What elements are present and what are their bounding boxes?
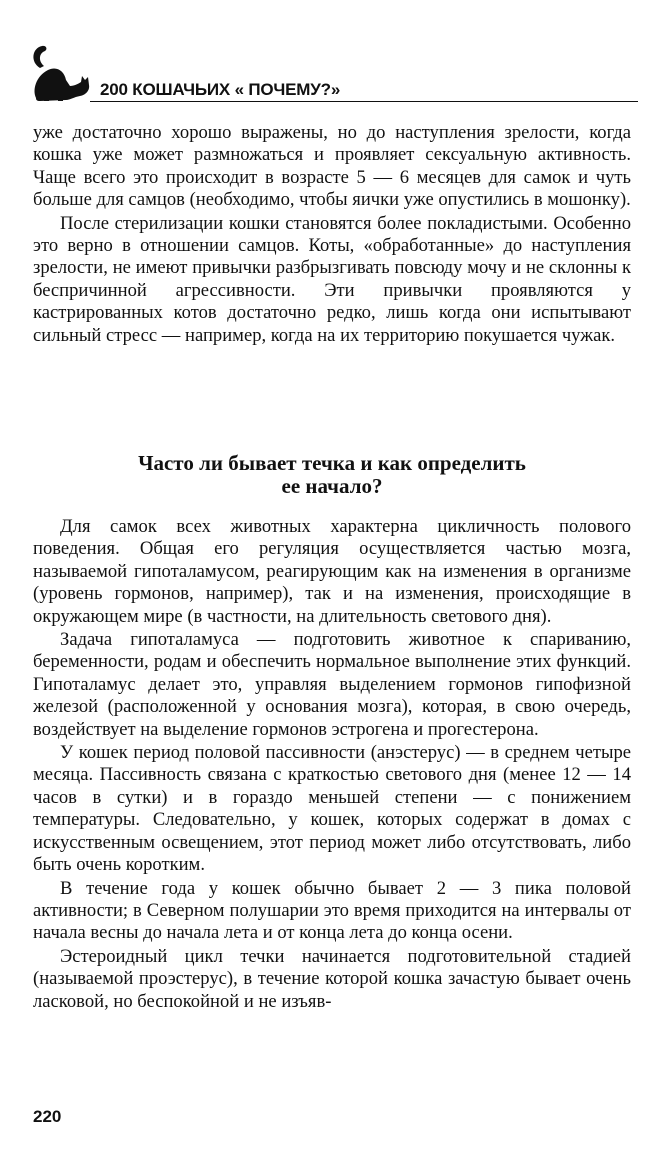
section-heading-line: ее начало?	[281, 474, 383, 498]
running-title: 200 КОШАЧЬИХ « ПОЧЕМУ?»	[100, 80, 341, 99]
cat-silhouette-icon	[26, 40, 92, 102]
text-block-bottom	[33, 516, 631, 1013]
paragraph: После стерилизации кошки становятся более покладистыми. Особенно это верно в отношении самцов. Коты, «обработанные» до наступления зрелости, не имеют привычки разбрызгивать повсюду мочу и не склонны к беспричинной агрессивности. Эти привычки проявляются у кастрированных котов достаточно редко, лишь когда они испытывают сильный стресс — например, когда на их территорию покушается чужак.	[33, 212, 631, 346]
paragraph: Эстероидный цикл течки начинается подготовительной стадией (называемой проэстерус), в течение которой кошка зачастую бывает очень ласковой, но беспокойной и не изъяв-	[33, 945, 631, 1012]
page-header	[26, 40, 638, 102]
paragraph: В течение года у кошек обычно бывает 2 — 3 пика половой активности; в Северном полушарии это время приходится на интервалы от начала весны до начала лета и от конца лета до конца осени.	[33, 877, 631, 944]
text-block-top	[33, 122, 631, 347]
paragraph: Задача гипоталамуса — подготовить животное к спариванию, беременности, родам и обеспечить нормальное выполнение этих функций. Гипоталамус делает это, управляя выделением гормонов гипофизной железой (расположенной у основания мозга), которая, в свою очередь, воздействует на выделение гормонов эстрогена и прогестерона.	[33, 629, 631, 740]
section-heading	[33, 452, 631, 498]
header-rule	[90, 101, 638, 102]
paragraph: уже достаточно хорошо выражены, но до наступления зрелости, когда кошка уже может размножаться и проявляет сексуальную активность. Чаще всего это происходит в возрасте 5 — 6 месяцев для самок и чуть больше для самцов (необходимо, чтобы яички уже опустились в мошонку).	[33, 122, 631, 211]
page-number: 220	[33, 1107, 62, 1126]
paragraph: У кошек период половой пассивности (анэстерус) — в среднем четыре месяца. Пассивность связана с краткостью светового дня (менее 12 — 14 часов в сутки) и в гораздо меньшей степени — с понижением температуры. Следовательно, у кошек, которых содержат в домах с искусственным освещением, этот период может либо отсутствовать, либо быть очень коротким.	[33, 742, 631, 876]
paragraph: Для самок всех животных характерна цикличность полового поведения. Общая его регуляция осуществляется частью мозга, называемой гипоталамусом, реагирующим как на изменения в организме (уровень гормонов, например), так и на изменения, происходящие в окружающем мире (в частности, на длительность светового дня).	[33, 516, 631, 627]
section-heading-line: Часто ли бывает течка и как определить	[138, 451, 526, 475]
